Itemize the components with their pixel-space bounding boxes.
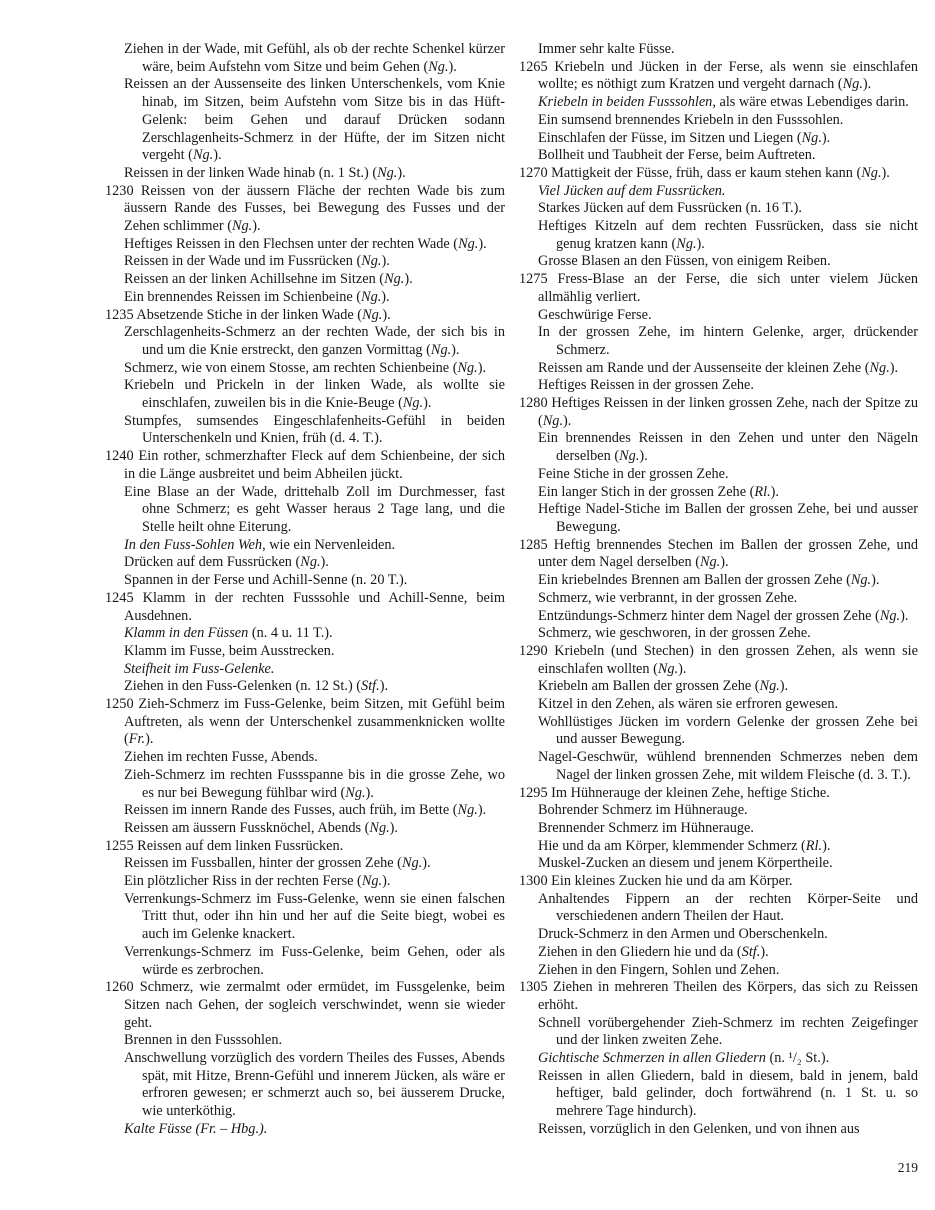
symptom-entry: Ziehen in der Wade, mit Gefühl, als ob der rechte Schenkel kürzer wäre, beim Aufstehn vom Sitze und beim Gehen (Ng.). — [124, 41, 505, 75]
symptom-entry: In den Fuss-Sohlen Weh, wie ein Nervenleiden. — [124, 536, 396, 553]
source-abbreviation: Ng. — [619, 448, 640, 465]
symptom-entry: Stumpfes, sumsendes Eingeschlafenheits-Gefühl in beiden Unterschenkeln und Knien, früh (d. 4. T.). — [124, 412, 505, 447]
right-column — [519, 41, 918, 1139]
symptom-entry: Feine Stiche in der grossen Zehe. — [538, 465, 729, 482]
symptom-entry: Entzündungs-Schmerz hinter dem Nagel der grossen Zehe (Ng.). — [538, 607, 909, 624]
symptom-entry: Druck-Schmerz in den Armen und Oberschenkeln. — [538, 926, 828, 943]
symptom-entry: Zieh-Schmerz im rechten Fussspanne bis in die grosse Zehe, wo es nur bei Bewegung fühlbar wird (Ng.). — [124, 766, 505, 801]
symptom-entry: Ein langer Stich in der grossen Zehe (Rl.). — [538, 483, 779, 500]
symptom-entry: Reissen in der Wade und im Fussrücken (Ng.). — [124, 253, 390, 270]
symptom-entry: Klamm im Fusse, beim Ausstrecken. — [124, 642, 335, 659]
italic-phrase: Kriebeln in beiden Fusssohlen — [538, 94, 713, 111]
symptom-entry-numbered: 1260 Schmerz, wie zermalmt oder ermüdet, im Fussgelenke, beim Sitzen nach Gehen, der sogleich verschwindet, wenn sie wieder geht. — [105, 979, 505, 1031]
symptom-entry-numbered: 1305 Ziehen in mehreren Theilen des Körpers, das sich zu Reissen erhöht. — [519, 979, 919, 1013]
symptom-entry: Ein plötzlicher Riss in der rechten Ferse (Ng.). — [124, 873, 391, 890]
source-abbreviation: Ng. — [879, 607, 901, 624]
source-abbreviation: Ng. — [361, 253, 382, 270]
symptom-entry: Heftiges Reissen in den Flechsen unter der rechten Wade (Ng.). — [124, 235, 487, 252]
symptom-entry: Kriebeln und Prickeln in der linken Wade, als wollte sie einschlafen, zuweilen bis in die Knie-Beuge (Ng.). — [124, 377, 505, 412]
symptom-entry: Anhaltendes Fippern an der rechten Körper-Seite und verschiedenen andern Theilen der Haut. — [538, 890, 918, 925]
source-abbreviation: Ng. — [192, 147, 214, 164]
symptom-entry: Reissen an der linken Achillsehne im Sitzen (Ng.). — [124, 271, 413, 288]
symptom-entry: Gichtische Schmerzen in allen Gliedern (n. ¹/₂ St.). — [538, 1050, 830, 1067]
symptom-entry: Grosse Blasen an den Füssen, von einigem Reiben. — [538, 253, 831, 270]
symptom-entry: Brennender Schmerz im Hühnerauge. — [538, 819, 754, 836]
left-column — [105, 41, 505, 1139]
symptom-entry: Reissen in der linken Wade hinab (n. 1 St.) (Ng.). — [124, 164, 406, 181]
symptom-entry: Reissen im Fussballen, hinter der grossen Zehe (Ng.). — [124, 855, 431, 872]
entry-number: 1250 — [105, 696, 139, 713]
symptom-entry: Ein kriebelndes Brennen am Ballen der grossen Zehe (Ng.). — [538, 572, 880, 589]
source-abbreviation: Ng. — [657, 660, 679, 677]
source-abbreviation: Ng. — [361, 873, 383, 890]
symptom-entry: Kriebeln am Ballen der grossen Zehe (Ng.). — [538, 678, 789, 695]
source-abbreviation: Ng. — [384, 271, 405, 288]
symptom-entry: Verrenkungs-Schmerz im Fuss-Gelenke, beim Gehen, oder als würde es zerbrochen. — [124, 943, 505, 978]
page-number: 219 — [897, 1160, 918, 1175]
symptom-entry: Spannen in der Ferse und Achill-Senne (n. 20 T.). — [124, 572, 408, 589]
italic-phrase: Steifheit im Fuss-Gelenke. — [124, 660, 275, 677]
source-abbreviation: Ng. — [362, 306, 383, 323]
symptom-entry-numbered: 1300 Ein kleines Zucken hie und da am Körper. — [519, 873, 793, 890]
symptom-entry: Bollheit und Taubheit der Ferse, beim Auftreten. — [538, 147, 816, 164]
symptom-entry: Verrenkungs-Schmerz im Fuss-Gelenke, wenn sie einen falschen Tritt thut, oder ihn hin und her auf die Seite biegt, wobei es auch im Gelenke knackert. — [124, 890, 505, 943]
source-abbreviation: Rl. — [754, 483, 771, 500]
italic-phrase: Gichtische Schmerzen in allen Gliedern — [538, 1050, 766, 1067]
symptom-entry-numbered: 1230 Reissen von der äussern Fläche der rechten Wade bis zum äussern Rande des Fusses, bei Bewegung des Fusses und der Zehen schlimmer (Ng.). — [105, 182, 505, 235]
entry-number: 1255 — [105, 837, 138, 854]
symptom-entry: Schnell vorübergehender Zieh-Schmerz im rechten Zeigefinger und der linken zweiten Zehe. — [538, 1014, 918, 1049]
source-abbreviation: Rl. — [805, 837, 823, 854]
italic-phrase: Klamm in den Füssen — [124, 625, 249, 642]
source-abbreviation: Ng. — [345, 784, 366, 801]
source-abbreviation: Ng. — [699, 554, 721, 571]
entry-number: 1290 — [519, 642, 555, 659]
symptom-entry: Schmerz, wie verbrannt, in der grossen Zehe. — [538, 589, 798, 606]
entry-number: 1295 — [519, 784, 552, 801]
source-abbreviation: Fr. — [128, 731, 146, 748]
symptom-entry-numbered: 1265 Kriebeln und Jücken in der Ferse, als wenn sie einschlafen wollte; es nöthigt zum Kratzen und vergeht darnach (Ng.). — [519, 58, 918, 93]
symptom-entry: Ziehen in den Fuss-Gelenken (n. 12 St.) (Stf.). — [124, 678, 389, 695]
entry-number: 1285 — [519, 536, 554, 553]
symptom-entry: Ein sumsend brennendes Kriebeln in den Fusssohlen. — [538, 111, 844, 128]
entry-number: 1270 — [519, 164, 552, 181]
symptom-entry: Schmerz, wie von einem Stosse, am rechten Schienbeine (Ng.). — [124, 359, 487, 376]
source-abbreviation: Ng. — [869, 359, 890, 376]
entry-number: 1265 — [519, 58, 555, 75]
symptom-entry: Kitzel in den Zehen, als wären sie erfroren gewesen. — [538, 696, 839, 713]
symptom-entry: Schmerz, wie geschworen, in der grossen Zehe. — [538, 625, 811, 642]
source-abbreviation: Ng. — [231, 218, 253, 235]
symptom-entry-numbered: 1275 Fress-Blase an der Ferse, die sich unter vielem Jücken allmählig verliert. — [519, 271, 918, 305]
entry-number: 1300 — [519, 873, 552, 890]
italic-phrase: Viel Jücken auf dem Fussrücken. — [538, 182, 726, 199]
symptom-entry: Reissen am Rande und der Aussenseite der kleinen Zehe (Ng.). — [538, 359, 899, 376]
source-abbreviation: Ng. — [377, 164, 398, 181]
symptom-entry: Ein brennendes Reissen im Schienbeine (Ng.). — [124, 288, 390, 305]
source-abbreviation: Ng. — [369, 819, 390, 836]
source-abbreviation: Ng. — [850, 572, 872, 589]
symptom-entry: Ziehen in den Fingern, Sohlen und Zehen. — [538, 961, 780, 978]
symptom-entry-numbered: 1245 Klamm in der rechten Fusssohle und Achill-Senne, beim Ausdehnen. — [105, 589, 505, 624]
symptom-entry — [105, 661, 505, 679]
source-abbreviation: Ng. — [300, 554, 321, 571]
symptom-entry: Reissen, vorzüglich in den Gelenken, und von ihnen aus — [538, 1120, 860, 1137]
symptom-entry: Reissen am äussern Fussknöchel, Abends (Ng.). — [124, 819, 399, 836]
source-abbreviation: Ng. — [430, 341, 452, 358]
symptom-entry: Einschlafen der Füsse, im Sitzen und Liegen (Ng.). — [538, 129, 831, 146]
symptom-entry-numbered: 1290 Kriebeln (und Stechen) in den grossen Zehen, als wenn sie einschlafen wollten (Ng.). — [519, 642, 918, 677]
symptom-entry: Kriebeln in beiden Fusssohlen, als wäre etwas Lebendiges darin. — [538, 94, 909, 111]
entry-number: 1305 — [519, 979, 553, 996]
source-abbreviation: Stf. — [741, 943, 761, 960]
source-abbreviation: Ng. — [801, 129, 822, 146]
symptom-entry-numbered: 1240 Ein rother, schmerzhafter Fleck auf dem Schienbeine, der sich in die Länge ausbreitet und beim Abheilen jückt. — [105, 448, 505, 482]
symptom-entry: Klamm in den Füssen (n. 4 u. 11 T.). — [124, 625, 333, 642]
source-abbreviation: Ng. — [428, 58, 449, 75]
entry-number: 1235 — [105, 306, 137, 323]
symptom-entry: Anschwellung vorzüglich des vordern Theiles des Fusses, Abends spät, mit Hitze, Brenn-Gefühl und innerem Jücken, als wäre er erfroren gewesen; er schmerzt auch so, bei äusserem Drucke, wie unterköthig. — [124, 1050, 505, 1120]
entry-number: 1260 — [105, 979, 140, 996]
symptom-entry: Zerschlagenheits-Schmerz an der rechten Wade, der sich bis in und um die Knie erstreckt, den ganzen Vormittag (Ng.). — [124, 324, 505, 358]
entry-number: 1280 — [519, 395, 552, 412]
symptom-entry: Reissen im innern Rande des Fusses, auch früh, im Bette (Ng.). — [124, 802, 487, 819]
symptom-entry-numbered: 1270 Mattigkeit der Füsse, früh, dass er kaum stehen kann (Ng.). — [519, 164, 890, 181]
symptom-entry: Starkes Jücken auf dem Fussrücken (n. 16 T.). — [538, 200, 802, 217]
symptom-entry: Ziehen im rechten Fusse, Abends. — [124, 749, 318, 766]
symptom-entry-numbered: 1235 Absetzende Stiche in der linken Wade (Ng.). — [105, 306, 391, 323]
source-abbreviation: Ng. — [676, 235, 697, 252]
source-abbreviation: Ng. — [861, 164, 882, 181]
italic-phrase: In den Fuss-Sohlen Weh — [124, 536, 263, 553]
source-abbreviation: Ng. — [457, 359, 478, 376]
symptom-entry: Heftiges Kitzeln auf dem rechten Fussrücken, dass sie nicht genug kratzen kann (Ng.). — [538, 218, 918, 252]
source-abbreviation: Ng. — [457, 802, 478, 819]
source-abbreviation: Ng. — [401, 855, 423, 872]
symptom-entry: Muskel-Zucken an diesem und jenem Körpertheile. — [538, 855, 833, 872]
source-abbreviation: Ng. — [542, 412, 564, 429]
italic-phrase: Kalte Füsse (Fr. – Hbg.). — [124, 1120, 268, 1137]
symptom-entry: Ein brennendes Reissen in den Zehen und unter den Nägeln derselben (Ng.). — [538, 430, 918, 465]
symptom-entry: Heftige Nadel-Stiche im Ballen der grossen Zehe, bei und ausser Bewegung. — [538, 501, 918, 535]
symptom-entry: Hie und da am Körper, klemmender Schmerz (Rl.). — [538, 837, 831, 854]
symptom-entry: In der grossen Zehe, im hintern Gelenke, arger, drückender Schmerz. — [538, 324, 918, 358]
symptom-entry-numbered: 1255 Reissen auf dem linken Fussrücken. — [105, 837, 344, 854]
source-abbreviation: Ng. — [402, 395, 424, 412]
symptom-entry: Ziehen in den Gliedern hie und da (Stf.). — [538, 943, 769, 960]
source-abbreviation: Ng. — [458, 235, 479, 252]
source-abbreviation: Ng. — [361, 288, 382, 305]
symptom-entry: Geschwürige Ferse. — [538, 306, 652, 323]
symptom-entry: Eine Blase an der Wade, drittehalb Zoll im Durchmesser, fast ohne Schmerz; es geht Wasser heraus 2 Tage lang, und die Stelle heilt ohne Eiterung. — [124, 483, 505, 535]
symptom-entry-numbered: 1250 Zieh-Schmerz im Fuss-Gelenke, beim Sitzen, mit Gefühl beim Auftreten, als wenn der Unterschenkel zusammenknicken wollte (Fr.). — [105, 696, 505, 748]
symptom-entry: Immer sehr kalte Füsse. — [538, 41, 675, 57]
entry-number: 1230 — [105, 182, 141, 199]
symptom-entry: Nagel-Geschwür, wühlend brennenden Schmerzes neben dem Nagel der linken grossen Zehe, mit wildem Fleische (d. 3. T.). — [538, 749, 918, 783]
symptom-entry: Bohrender Schmerz im Hühnerauge. — [538, 802, 748, 819]
symptom-entry-numbered: 1280 Heftiges Reissen in der linken grossen Zehe, nach der Spitze zu (Ng.). — [519, 395, 918, 429]
symptom-entry — [105, 1121, 505, 1139]
source-abbreviation: Stf. — [361, 678, 380, 695]
symptom-entry-numbered: 1285 Heftig brennendes Stechen im Ballen der grossen Zehe, und unter dem Nagel derselben (Ng.). — [519, 536, 919, 571]
entry-number: 1240 — [105, 448, 139, 465]
source-abbreviation: Ng. — [759, 678, 780, 695]
symptom-entry — [519, 183, 918, 201]
symptom-entry: Reissen an der Aussenseite des linken Unterschenkels, vom Knie hinab, im Sitzen, beim Aufstehn vom Sitze bis in das Hüft-Gelenk: beim Gehen und darauf Drücken sodann Zerschlagenheits-Schmerz in der Hüfte, der im Sitzen nicht vergeht (Ng.). — [124, 76, 505, 164]
symptom-entry-numbered: 1295 Im Hühnerauge der kleinen Zehe, heftige Stiche. — [519, 784, 830, 801]
symptom-entry: Heftiges Reissen in der grossen Zehe. — [538, 377, 754, 394]
entry-number: 1275 — [519, 271, 558, 288]
symptom-entry: Wohllüstiges Jücken im vordern Gelenke der grossen Zehe bei und ausser Bewegung. — [538, 713, 918, 748]
symptom-entry: Reissen in allen Gliedern, bald in diesem, bald in jenem, bald heftiger, bald gelinder, doch fortwährend (n. 1 St. u. so mehrere Tage hindurch). — [538, 1067, 918, 1120]
symptom-entry: Brennen in den Fusssohlen. — [124, 1032, 283, 1049]
symptom-entry: Drücken auf dem Fussrücken (Ng.). — [124, 554, 329, 571]
entry-number: 1245 — [105, 589, 143, 606]
source-abbreviation: Ng. — [842, 76, 863, 93]
